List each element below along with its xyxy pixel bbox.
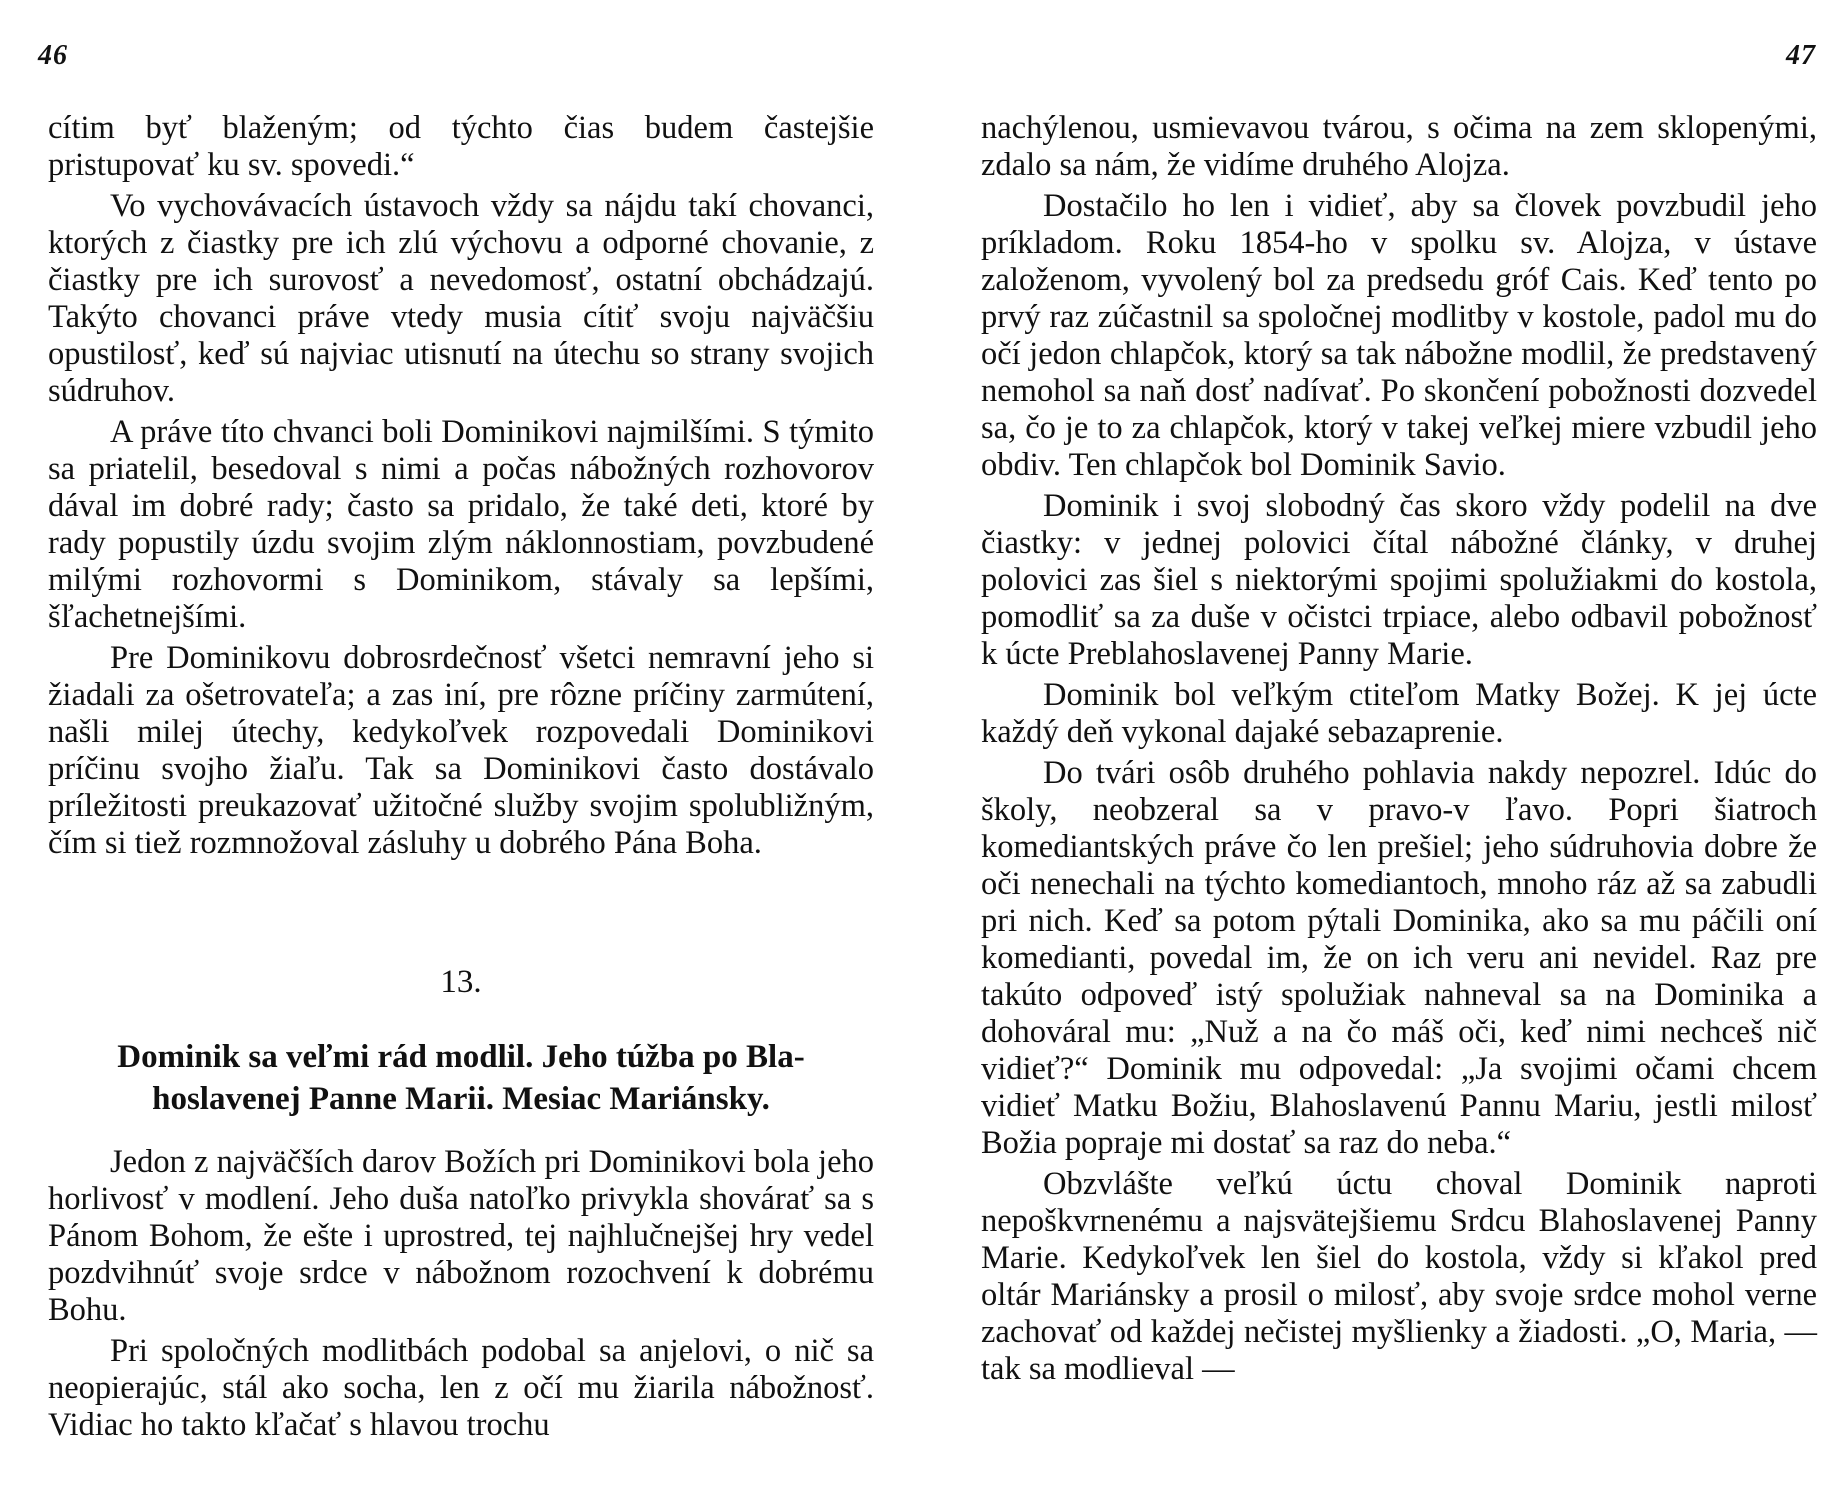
left-page-body	[48, 110, 874, 866]
chapter-number: 13.	[440, 964, 482, 1000]
paragraph: Obzvlášte veľkú úctu choval Dominik naproti nepoškvrnenému a najsvätejšiemu Srdcu Blahoslavenej Panny Marie. Kedykoľvek len šiel do kostola, vždy si kľakol pred oltár Mariánsky a prosil o milosť, aby svoje srdce mohol verne zachovať od každej nečistej myšlienky a žiadosti. „O, Maria, — tak sa modlieval —	[981, 1166, 1817, 1387]
chapter-title	[48, 1036, 874, 1120]
left-page-number: 46	[38, 40, 68, 71]
paragraph: Jedon z najväčších darov Božích pri Dominikovi bola jeho horlivosť v modlení. Jeho duša natoľko privykla shovárať sa s Pánom Bohom, že ešte i uprostred, tej najhlučnejšej hry vedel pozdvihnúť svoje srdce v nábožnom rozochvení k dobrému Bohu.	[48, 1144, 874, 1328]
paragraph: A práve títo chvanci boli Dominikovi najmilšími. S týmito sa priatelil, besedoval s nimi a počas nábožných rozhovorov dával im dobré rady; často sa pridalo, že také deti, ktoré by rady popustily úzdu svojim zlým náklonnostiam, povzbudené milými rozhovormi s Dominikom, stávaly sa lepšími, šľachetnejšími.	[48, 414, 874, 635]
chapter-body	[48, 1144, 874, 1448]
paragraph: Pre Dominikovu dobrosrdečnosť všetci nemravní jeho si žiadali za ošetrovateľa; a zas iní, pre rôzne príčiny zarmútení, našli milej útechy, kedykoľvek rozpovedali Dominikovi príčinu svojho žiaľu. Tak sa Dominikovi často dostávalo príležitosti preukazovať užitočné služby svojim spolubližným, čím si tiež rozmnožoval zásluhy u dobrého Pána Boha.	[48, 640, 874, 861]
chapter-title-line: hoslavenej Panne Marii. Mesiac Mariánsky.	[152, 1081, 770, 1117]
paragraph: Vo vychovávacích ústavoch vždy sa nájdu takí chovanci, ktorých z čiastky pre ich zlú výchovu a odporné chovanie, z čiastky pre ich surovosť a nevedomosť, ostatní obchádzajú. Takýto chovanci práve vtedy musia cítiť svoju najväčšiu opustilosť, keď sú najviac utisnutí na útechu so strany svojich súdruhov.	[48, 188, 874, 409]
paragraph: cítim byť blaženým; od týchto čias budem častejšie pristupovať ku sv. spovedi.“	[48, 110, 874, 183]
chapter-title-line: Dominik sa veľmi rád modlil. Jeho túžba po Bla-	[117, 1039, 805, 1075]
paragraph: Pri spoločných modlitbách podobal sa anjelovi, o nič sa neopierajúc, stál ako socha, len z očí mu žiarila nábožnosť. Vidiac ho takto kľačať s hlavou trochu	[48, 1333, 874, 1443]
paragraph: Do tvári osôb druhého pohlavia nakdy nepozrel. Idúc do školy, neobzeral sa v pravo-v ľavo. Popri šiatroch komediantských práve čo len prešiel; jeho súdruhovia dobre že oči nenechali na týchto komediantoch, mnoho ráz až sa zabudli pri nich. Keď sa potom pýtali Dominika, ako sa mu páčili oní komedianti, povedal im, že on ich veru ani nevidel. Raz pre takúto odpoveď istý spolužiak nahneval sa na Dominika a dohováral mu: „Nuž a na čo máš oči, keď nimi nechceš nič vidieť?“ Dominik mu odpovedal: „Ja svojimi očami chcem vidieť Matku Božiu, Blahoslavenú Pannu Mariu, jestli milosť Božia popraje mi dostať sa raz do neba.“	[981, 755, 1817, 1161]
paragraph: Dominik bol veľkým ctiteľom Matky Božej. K jej úcte každý deň vykonal dajaké sebazaprenie.	[981, 677, 1817, 750]
right-page-body	[981, 110, 1817, 1392]
right-page	[923, 0, 1846, 1500]
right-page-number: 47	[1786, 40, 1816, 71]
paragraph: Dostačilo ho len i vidieť, aby sa človek povzbudil jeho príkladom. Roku 1854-ho v spolku sv. Alojza, v ústave založenom, vyvolený bol za predsedu gróf Cais. Keď tento po prvý raz zúčastnil sa spoločnej modlitby v kostole, padol mu do očí jedon chlapčok, ktorý sa tak nábožne modlil, že predstavený nemohol sa naň dosť nadívať. Po skončení pobožnosti dozvedel sa, čo je to za chlapčok, ktorý v takej veľkej miere vzbudil jeho obdiv. Ten chlapčok bol Dominik Savio.	[981, 188, 1817, 483]
paragraph: nachýlenou, usmievavou tvárou, s očima na zem sklopenými, zdalo sa nám, že vidíme druhého Alojza.	[981, 110, 1817, 183]
paragraph: Dominik i svoj slobodný čas skoro vždy podelil na dve čiastky: v jednej polovici čítal nábožné články, v druhej polovici zas šiel s niektorými spojimi spolužiakmi do kostola, pomodliť sa za duše v očistci trpiace, alebo odbavil pobožnosť k úcte Preblahoslavenej Panny Marie.	[981, 488, 1817, 672]
